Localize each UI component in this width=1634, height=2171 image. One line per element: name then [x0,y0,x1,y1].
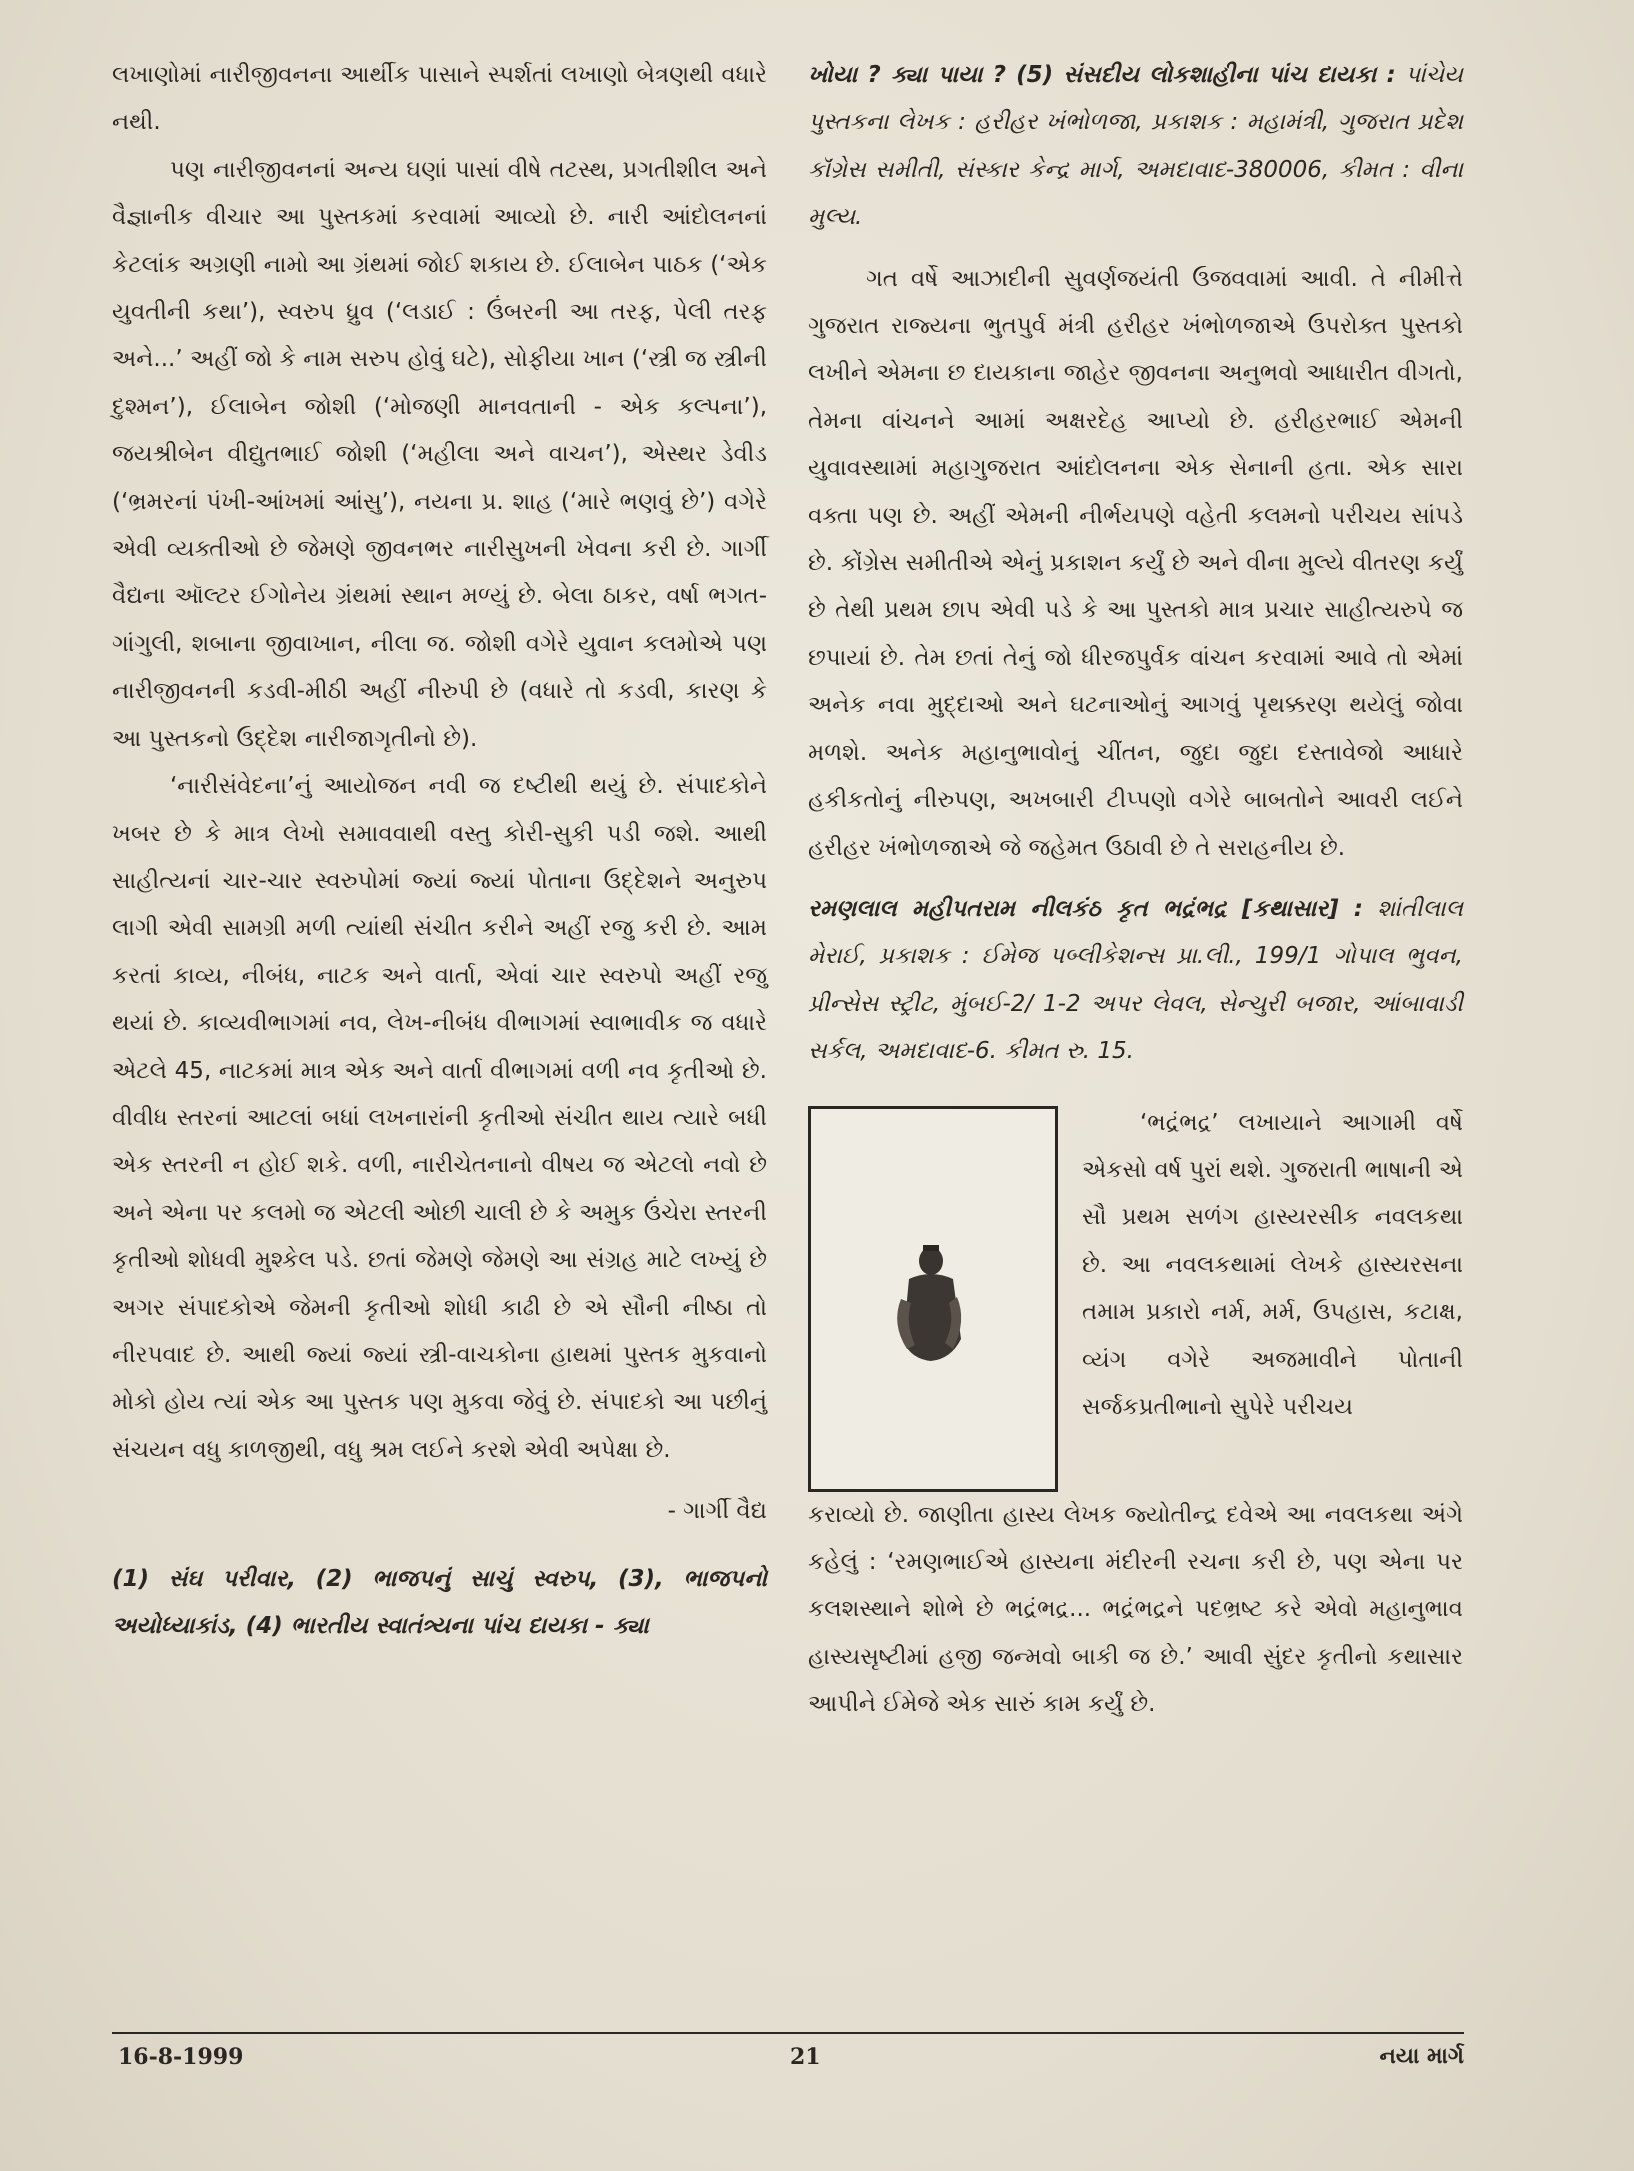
bibliography-entry [808,52,1463,242]
publication-name: નયા માર્ગ [1379,2044,1464,2069]
right-column [808,52,1463,1729]
bibliography-block [808,886,1463,1076]
paragraph: ‘ભદ્રંભદ્ર’ લખાયાને આગામી વર્ષે એકસો વર્ષ પુરાં થશે. ગુજરાતી ભાષાની એ સૌ પ્રથમ સળંગ હાસ્યરસીક નવલકથા છે. આ નવલકથામાં લેખકે હાસ્યરસના તમામ પ્રકારો નર્મ, મર્મ, ઉપહાસ, કટાક્ષ, વ્યંગ વગેરે અજમાવીને પોતાની સર્જકપ્રતીભાનો સુપેરે પરીચય [1082,1109,1463,1420]
paragraph: કરાવ્યો છે. જાણીતા હાસ્ય લેખક જ્યોતીન્દ્ર દવેએ આ નવલકથા અંગે કહેલું : ‘રમણભાઈએ હાસ્યના મંદીરની રચના કરી છે, પણ એના પર કલશસ્થાને શોભે છે ભદ્રંભદ્ર... ભદ્રંભદ્રને પદભ્રષ્ટ કરે એવો મહાનુભાવ હાસ્યસૃષ્ટીમાં હજી જન્મવો બાકી જ છે.’ આવી સુંદર કૃતીનો કથાસાર આપીને ઈમેજે એક સારું કામ કર્યું છે. [808,1501,1463,1718]
footer-date: 16-8-1999 [118,2044,244,2070]
figure-silhouette-icon [811,1109,1055,1489]
book-cover-photo [808,1106,1058,1492]
photo-with-text [808,1100,1463,1492]
bibliography-details: શાંતીલાલ મેરાઈ, પ્રકાશક : ઈમેજ પબ્લીકેશન્સ પ્રા.લી., 199/1 ગોપાલ ભુવન, પ્રીન્સેસ સ્ટ્રીટ, મુંબઈ-2/ 1-2 અપર લેવલ, સેન્ચુરી બજાર, આંબાવાડી સર્કલ, અમદાવાદ-6. કીમત રુ. 15. [808,895,1464,1065]
paragraph: લખાણોમાં નારીજીવનના આર્થીક પાસાને સ્પર્શતાં લખાણો બેત્રણથી વધારે નથી. [112,62,767,136]
bibliography-heading: ખોયા ? ક્યા પાયા ? (5) સંસદીય લોકશાહીના પાંચ દાયકા : [808,62,1396,88]
bibliography-details: પાંચેય પુસ્તકના લેખક : હરીહર ખંભોળજા, પ્રકાશક : મહામંત્રી, ગુજરાત પ્રદેશ કૉંગ્રેસ સમીતી, સંસ્કાર કેન્દ્ર માર્ગ, અમદાવાદ-380006, કીમત : વીના મુલ્ય. [808,62,1463,231]
author-signature: - ગાર્ગી વૈદ્ય [667,1498,767,1525]
footer-divider [112,2032,1464,2034]
page-number: 21 [790,2044,821,2070]
text-beside-photo [1082,1100,1463,1432]
left-column [112,52,767,1650]
bibliography-heading: રમણલાલ મહીપતરામ નીલકંઠ કૃત ભદ્રંભદ્ર [કથાસાર] : [808,895,1363,922]
paragraph: ગત વર્ષે આઝાદીની સુવર્ણજયંતી ઉજવવામાં આવી. તે નીમીત્તે ગુજરાત રાજ્યના ભુતપુર્વ મંત્રી હરીહર ખંભોળજાએ ઉપરોક્ત પુસ્તકો લખીને એમના છ દાયકાના જાહેર જીવનના અનુભવો આધારીત વીગતો, તેમના વાંચનને આમાં અક્ષરદેહ આપ્યો છે. હરીહરભાઈ એમની યુવાવસ્થામાં મહાગુજરાત આંદોલનના એક સેનાની હતા. એક સારા વક્તા પણ છે. અહીં એમની નીર્ભયપણે વહેતી કલમનો પરીચય સાંપડે છે. કોંગ્રેસ સમીતીએ એનું પ્રકાશન કર્યું છે અને વીના મુલ્યે વીતરણ કર્યું છે તેથી પ્રથમ છાપ એવી પડે કે આ પુસ્તકો માત્ર પ્રચાર સાહીત્યરુપે જ છપાયાં છે. તેમ છતાં તેનું જો ધીરજપુર્વક વાંચન કરવામાં આવે તો એમાં અનેક નવા મુદ્દાઓ અને ઘટનાઓનું આગવું પૃથક્કરણ થયેલું જોવા મળશે. અનેક મહાનુભાવોનું ચીંતન, જુદા જુદા દસ્તાવેજો આધારે હકીકતોનું નીરુપણ, અખબારી ટીપ્પણો વગેરે બાબતોને આવરી લઈને હરીહર ખંભોળજાએ જે જહેમત ઉઠાવી છે તે સરાહનીય છે. [808,265,1463,861]
bibliography-block [808,52,1463,242]
bibliography-heading: (1) સંઘ પરીવાર, (2) ભાજપનું સાચું સ્વરુપ, (3), ભાજપનો અયોધ્યાકાંડ, (4) ભારતીય સ્વાતંત્ર્યના પાંચ દાયકા - ક્યા [112,1565,767,1639]
bibliography-entry [112,1556,767,1651]
bibliography-entry [808,886,1463,1076]
paragraph: પણ નારીજીવનનાં અન્ય ઘણાં પાસાં વીષે તટસ્થ, પ્રગતીશીલ અને વૈજ્ઞાનીક વીચાર આ પુસ્તકમાં કરવામાં આવ્યો છે. નારી આંદોલનનાં કેટલાંક અગ્રણી નામો આ ગ્રંથમાં જોઈ શકાય છે. ઈલાબેન પાઠક (‘એક યુવતીની કથા’), સ્વરુપ ધ્રુવ (‘લડાઈ : ઉંબરની આ તરફ, પેલી તરફ અને...’ અહીં જો કે નામ સરુપ હોવું ઘટે), સોફીયા ખાન (‘સ્ત્રી જ સ્ત્રીની દુશ્મન’), ઈલાબેન જોશી (‘મોજણી માનવતાની - એક કલ્પના’), જયશ્રીબેન વીદ્યુતભાઈ જોશી (‘મહીલા અને વાચન’), એસ્થર ડેવીડ (‘ભ્રમરનાં પંખી-આંખમાં આંસુ’), નયના પ્ર. શાહ (‘મારે ભણવું છે’) વગેરે એવી વ્યક્તીઓ છે જેમણે જીવનભર નારીસુખની ખેવના કરી છે. ગાર્ગી વૈદ્યના ઑલ્ટર ઈગોનેય ગ્રંથમાં સ્થાન મળ્યું છે. બેલા ઠાકર, વર્ષા ભગત-ગાંગુલી, શબાના જીવાખાન, નીલા જ. જોશી વગેરે યુવાન કલમોએ પણ નારીજીવનની કડવી-મીઠી અહીં નીરુપી છે (વધારે તો કડવી, કારણ કે આ પુસ્તકનો ઉદ્દેશ નારીજાગૃતીનો છે). [112,156,767,752]
paragraph: ‘નારીસંવેદના’નું આયોજન નવી જ દષ્ટીથી થયું છે. સંપાદકોને ખબર છે કે માત્ર લેખો સમાવવાથી વસ્તુ કોરી-સુકી પડી જશે. આથી સાહીત્યનાં ચાર-ચાર સ્વરુપોમાં જ્યાં જ્યાં પોતાના ઉદ્દેશને અનુરુપ લાગી એવી સામગ્રી મળી ત્યાંથી સંચીત કરીને અહીં રજુ કરી છે. આમ કરતાં કાવ્ય, નીબંધ, નાટક અને વાર્તા, એવાં ચાર સ્વરુપો અહીં રજુ થયાં છે. કાવ્યવીભાગમાં નવ, લેખ-નીબંધ વીભાગમાં સ્વાભાવીક જ વધારે એટલે 45, નાટકમાં માત્ર એક અને વાર્તા વીભાગમાં વળી નવ કૃતીઓ છે. વીવીધ સ્તરનાં આટલાં બધાં લખનારાંની કૃતીઓ સંચીત થાય ત્યારે બધી એક સ્તરની ન હોઈ શકે. વળી, નારીચેતનાનો વીષય જ એટલો નવો છે અને એના પર કલમો જ એટલી ઓછી ચાલી છે કે અમુક ઉંચેરા સ્તરની કૃતીઓ શોધવી મુશ્કેલ પડે. છતાં જેમણે જેમણે આ સંગ્રહ માટે લખ્યું છે અગર સંપાદકોએ જેમની કૃતીઓ શોધી કાઢી છે એ સૌની નીષ્ઠા તો નીરપવાદ છે. આથી જ્યાં જ્યાં સ્ત્રી-વાચકોના હાથમાં પુસ્તક મુકવાનો મોકો હોય ત્યાં એક આ પુસ્તક પણ મુકવા જેવું છે. સંપાદકો આ પછીનું સંચયન વધુ કાળજીથી, વધુ શ્રમ લઈને કરશે એવી અપેક્ષા છે. [112,773,767,1463]
